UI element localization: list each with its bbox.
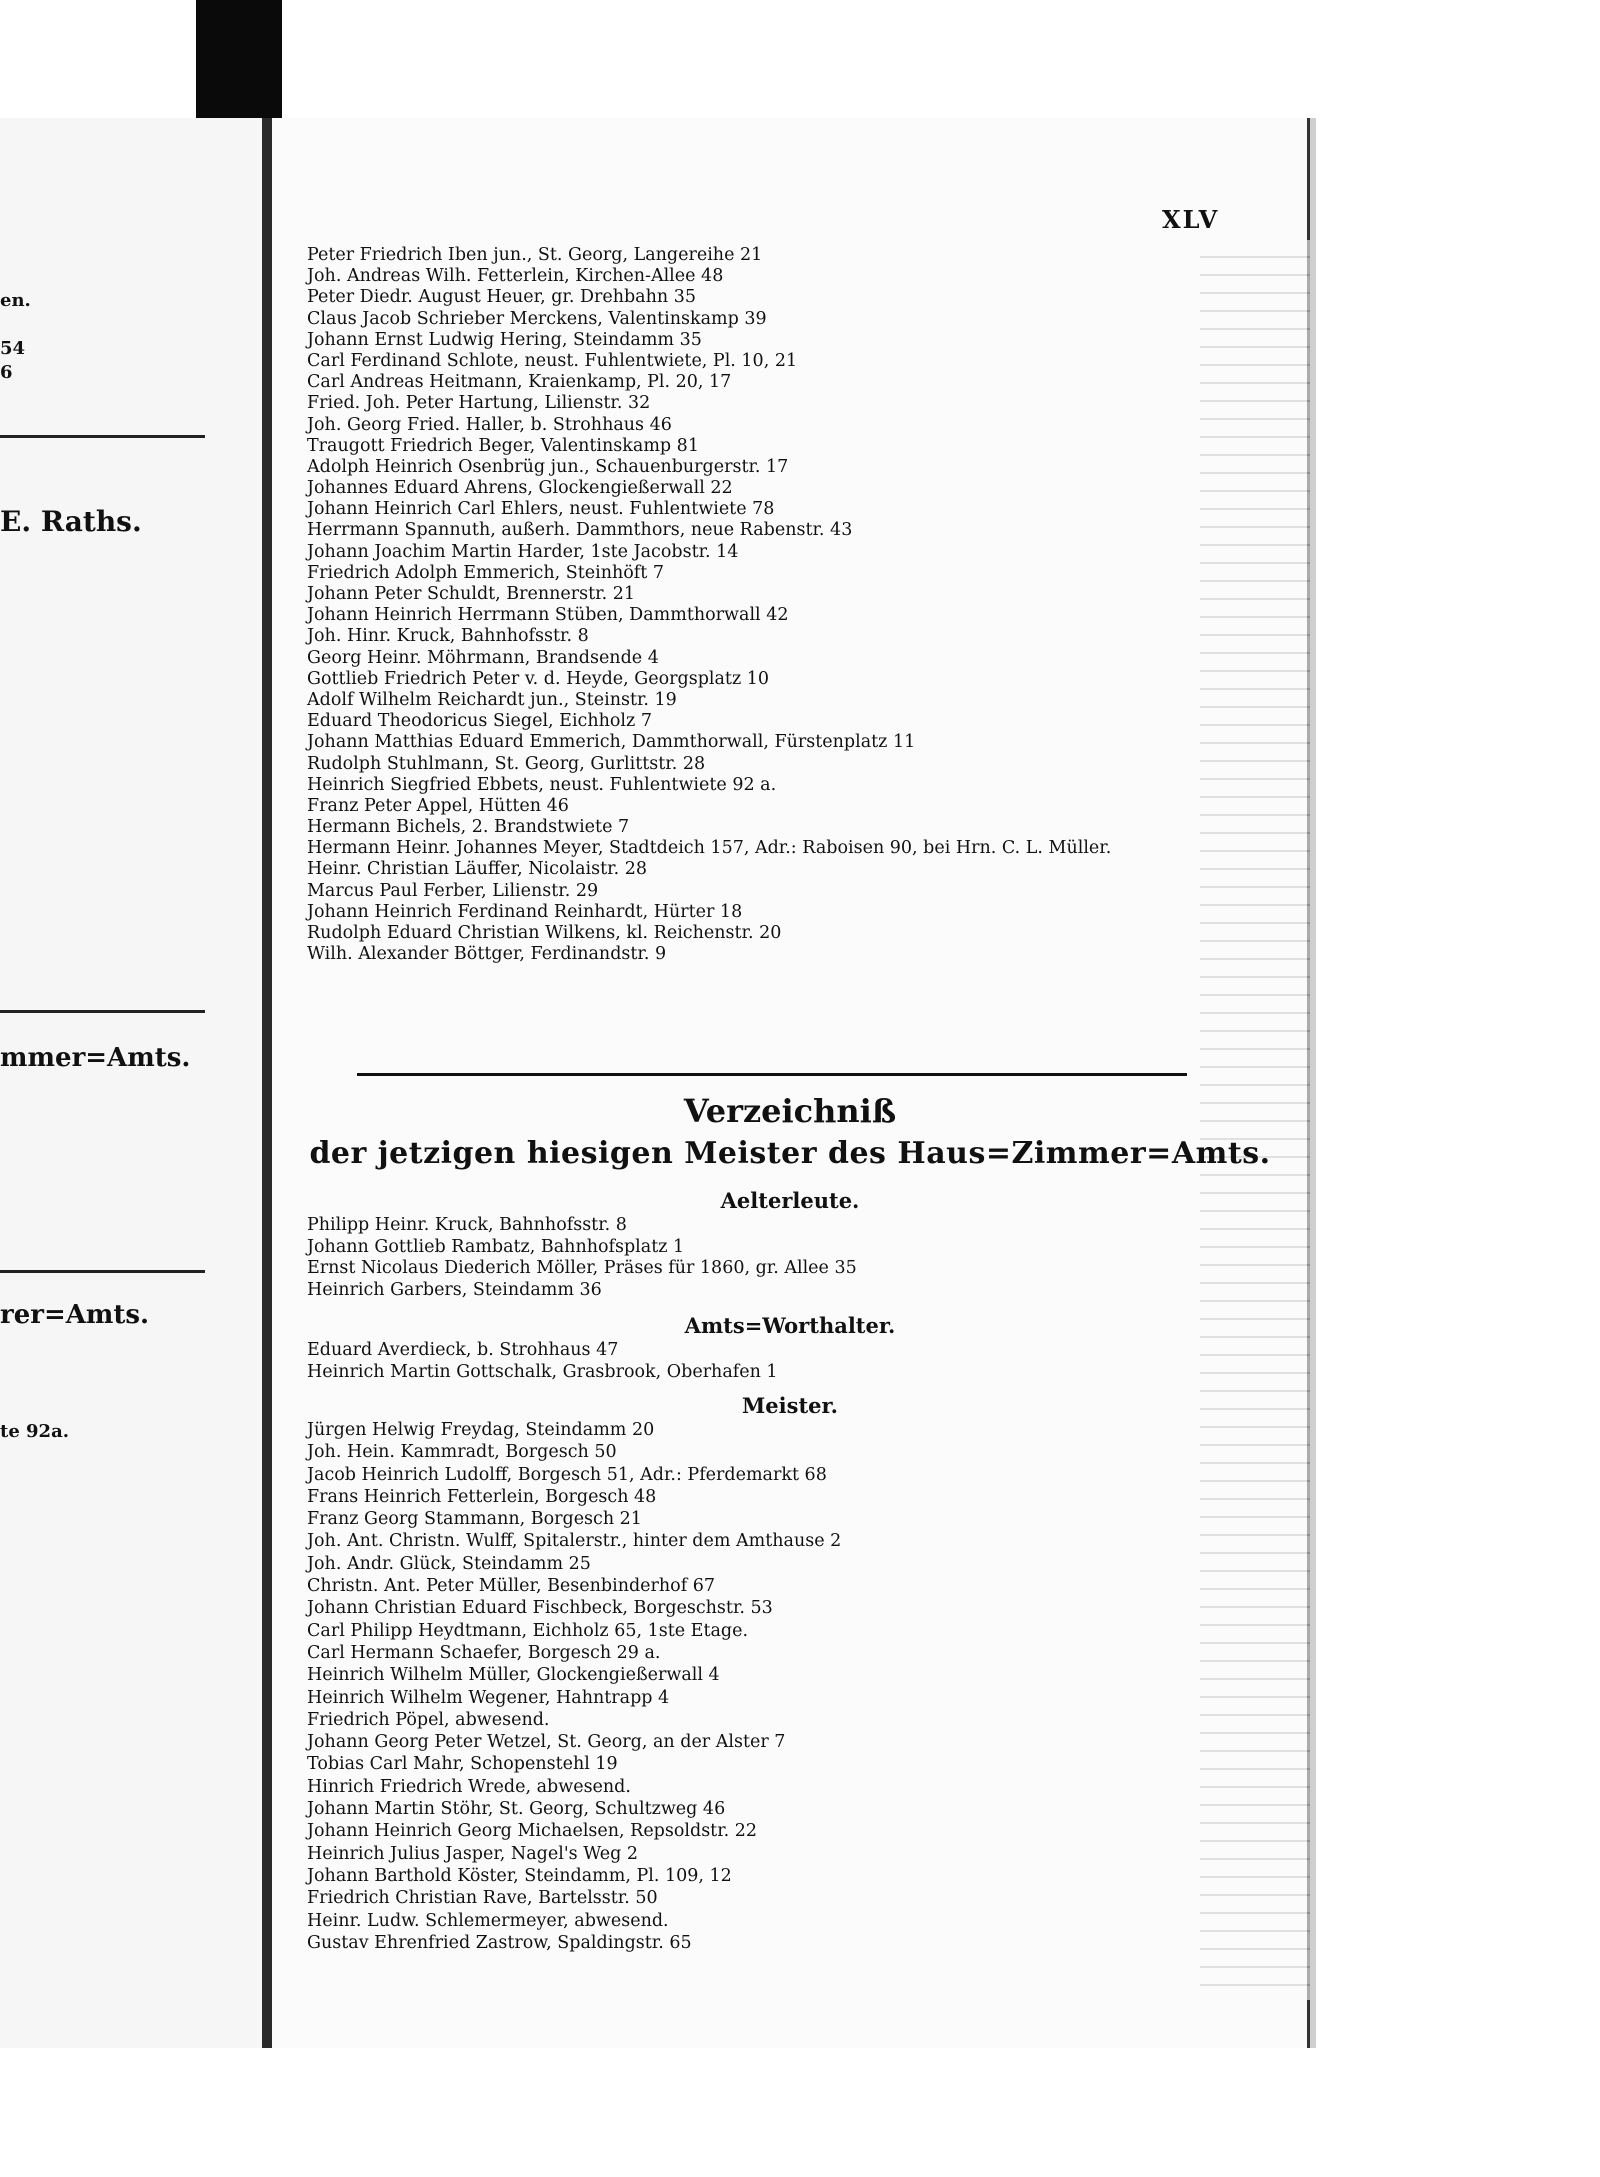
list-item: Hermann Heinr. Johannes Meyer, Stadtdeich 157, Adr.: Raboisen 90, bei Hrn. C. L. Müller. [307,838,1112,859]
left-page-fragment: E. Raths. [0,505,142,538]
list-item: Jacob Heinrich Ludolff, Borgesch 51, Adr.: Pferdemarkt 68 [307,1464,827,1485]
list-item: Herrmann Spannuth, außerh. Dammthors, neue Rabenstr. 43 [307,520,853,541]
list-item: Johann Barthold Köster, Steindamm, Pl. 109, 12 [307,1865,732,1886]
list-item: Franz Georg Stammann, Borgesch 21 [307,1509,642,1530]
list-item: Heinrich Siegfried Ebbets, neust. Fuhlentwiete 92 a. [307,774,777,795]
list-item: Peter Diedr. August Heuer, gr. Drehbahn 35 [307,287,696,308]
list-item: Heinrich Wilhelm Müller, Glockengießerwall 4 [307,1665,720,1686]
left-page-rule [0,1010,205,1013]
list-item: Johann Heinrich Ferdinand Reinhardt, Hürter 18 [307,901,743,922]
list-item: Johann Heinrich Carl Ehlers, neust. Fuhlentwiete 78 [307,499,775,520]
list-item: Gustav Ehrenfried Zastrow, Spaldingstr. 65 [307,1932,692,1953]
list-item: Marcus Paul Ferber, Lilienstr. 29 [307,880,599,901]
section-title-altermen: Aelterleute. [720,1188,860,1213]
list-item: Georg Heinr. Möhrmann, Brandsende 4 [307,647,659,668]
left-page-fragment: en. [0,290,31,311]
section-title-wortfuehrer: Amts=Worthalter. [684,1313,896,1338]
list-item: Heinrich Martin Gottschalk, Grasbrook, Oberhafen 1 [307,1361,778,1382]
list-item: Rudolph Eduard Christian Wilkens, kl. Reichenstr. 20 [307,923,782,943]
list-item: Johann Gottlieb Rambatz, Bahnhofsplatz 1 [307,1236,685,1257]
list-item: Johann Christian Eduard Fischbeck, Borgeschstr. 53 [307,1598,773,1619]
list-item: Johann Ernst Ludwig Hering, Steindamm 35 [307,329,702,350]
list-item: Johann Peter Schuldt, Brennerstr. 21 [307,584,636,604]
list-item: Johann Matthias Eduard Emmerich, Dammthorwall, Fürstenplatz 11 [307,732,916,753]
list-item: Rudolph Stuhlmann, St. Georg, Gurlittstr. 28 [307,753,706,774]
list-item: Christn. Ant. Peter Müller, Besenbinderhof 67 [307,1576,716,1597]
list-item: Heinr. Christian Läuffer, Nicolaistr. 28 [307,859,647,880]
heading-subtitle: der jetzigen hiesigen Meister des Haus=Zimmer=Amts. [309,1136,1271,1171]
scan-edge-bar [196,0,282,125]
left-page-rule [0,1270,205,1273]
list-item: Philipp Heinr. Kruck, Bahnhofsstr. 8 [307,1215,627,1235]
meister-list [307,1419,841,1954]
list-item: Carl Philipp Heydtmann, Eichholz 65, 1ste Etage. [307,1620,749,1641]
list-item: Joh. Hein. Kammradt, Borgesch 50 [307,1442,617,1463]
list-item: Heinrich Julius Jasper, Nagel's Weg 2 [307,1843,639,1864]
list-item: Friedrich Pöpel, abwesend. [307,1709,550,1730]
wortfuehrer-list [307,1340,778,1383]
list-item: Adolph Heinrich Osenbrüg jun., Schauenburgerstr. 17 [307,456,789,477]
list-item: Joh. Andr. Glück, Steindamm 25 [307,1553,591,1574]
list-item: Friedrich Adolph Emmerich, Steinhöft 7 [307,562,665,583]
list-item: Johannes Eduard Ahrens, Glockengießerwall 22 [307,478,733,499]
book-gutter [262,118,272,2048]
list-item: Fried. Joh. Peter Hartung, Lilienstr. 32 [307,393,651,414]
list-item: Peter Friedrich Iben jun., St. Georg, Langereihe 21 [307,245,763,265]
list-item: Johann Heinrich Herrmann Stüben, Dammthorwall 42 [307,605,789,626]
list-item: Gottlieb Friedrich Peter v. d. Heyde, Georgsplatz 10 [307,668,770,689]
section-title-meister: Meister. [742,1393,838,1418]
member-list [307,245,1111,965]
left-page-fragment: rer=Amts. [0,1300,150,1330]
list-item: Carl Hermann Schaefer, Borgesch 29 a. [307,1642,661,1663]
list-item: Joh. Georg Fried. Haller, b. Strohhaus 46 [307,414,672,435]
section-divider [357,1073,1187,1076]
list-item: Wilh. Alexander Böttger, Ferdinandstr. 9 [307,944,667,965]
list-item: Eduard Theodoricus Siegel, Eichholz 7 [307,711,652,732]
list-item: Joh. Ant. Christn. Wulff, Spitalerstr., hinter dem Amthause 2 [307,1531,842,1552]
list-item: Eduard Averdieck, b. Strohhaus 47 [307,1340,619,1360]
list-item: Joh. Hinr. Kruck, Bahnhofsstr. 8 [307,626,589,647]
list-item: Jürgen Helwig Freydag, Steindamm 20 [307,1420,655,1440]
left-page-fragment: mmer=Amts. [0,1043,191,1073]
altermen-list [307,1215,857,1301]
list-item: Adolf Wilhelm Reichardt jun., Steinstr. 19 [307,689,677,710]
list-item: Tobias Carl Mahr, Schopenstehl 19 [307,1754,618,1775]
list-item: Johann Heinrich Georg Michaelsen, Repsoldstr. 22 [307,1821,758,1842]
heading-title: Verzeichniß [683,1092,897,1130]
left-page [0,118,265,2048]
left-page-fragment: 6 [0,362,13,383]
list-item: Johann Martin Stöhr, St. Georg, Schultzweg 46 [307,1799,726,1820]
list-item: Carl Andreas Heitmann, Kraienkamp, Pl. 20, 17 [307,372,732,393]
list-item: Carl Ferdinand Schlote, neust. Fuhlentwiete, Pl. 10, 21 [307,350,798,371]
list-item: Franz Peter Appel, Hütten 46 [307,795,569,816]
list-item: Ernst Nicolaus Diederich Möller, Präses für 1860, gr. Allee 35 [307,1258,857,1279]
list-item: Frans Heinrich Fetterlein, Borgesch 48 [307,1486,657,1507]
list-item: Friedrich Christian Rave, Bartelsstr. 50 [307,1888,658,1909]
list-item: Heinr. Ludw. Schlemermeyer, abwesend. [307,1910,669,1931]
list-item: Johann Georg Peter Wetzel, St. Georg, an der Alster 7 [307,1732,786,1753]
list-item: Joh. Andreas Wilh. Fetterlein, Kirchen-Allee 48 [307,266,724,287]
list-item: Heinrich Wilhelm Wegener, Hahntrapp 4 [307,1687,670,1708]
page-number: XLV [1162,205,1220,234]
left-page-rule [0,435,205,438]
list-item: Johann Joachim Martin Harder, 1ste Jacobstr. 14 [307,541,739,562]
list-item: Traugott Friedrich Beger, Valentinskamp 81 [307,435,699,456]
list-item: Heinrich Garbers, Steindamm 36 [307,1279,602,1300]
list-item: Hinrich Friedrich Wrede, abwesend. [307,1776,631,1797]
left-page-fragment: 54 [0,338,26,359]
list-item: Claus Jacob Schrieber Merckens, Valentinskamp 39 [307,308,767,329]
left-page-fragment: te 92a. [0,1421,70,1442]
list-item: Hermann Bichels, 2. Brandstwiete 7 [307,817,630,838]
